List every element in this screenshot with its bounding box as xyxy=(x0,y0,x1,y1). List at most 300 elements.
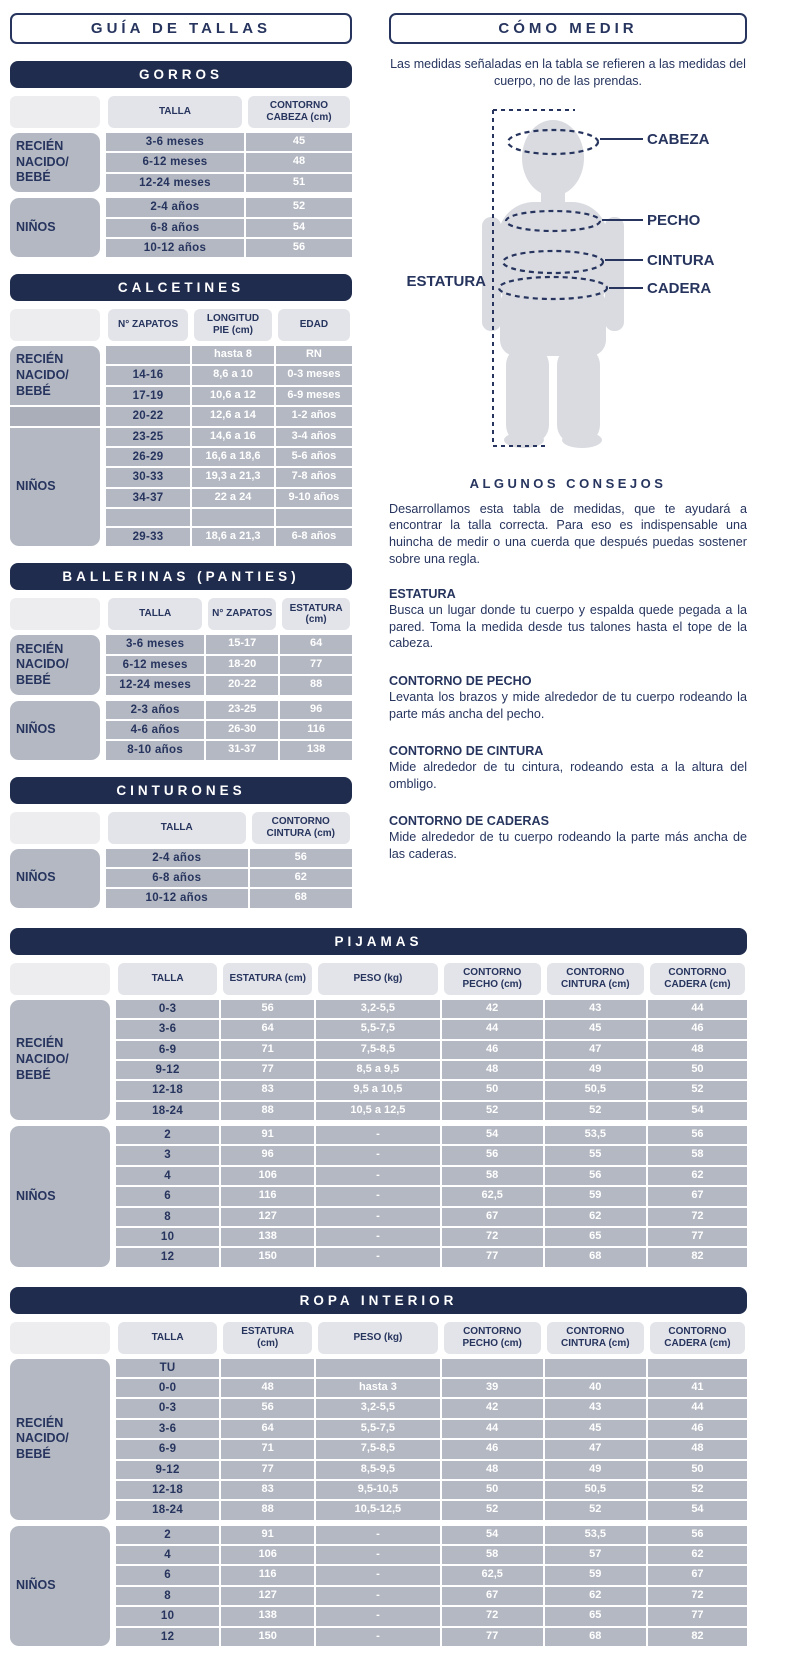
table-cell: 18,6 a 21,3 xyxy=(192,528,274,546)
table-cell: 52 xyxy=(545,1501,646,1519)
table-row xyxy=(106,239,352,257)
table-cell xyxy=(106,346,190,364)
row-group-label: NIÑOS xyxy=(10,1126,110,1267)
table-cell: 3-6 meses xyxy=(106,635,204,653)
column-header: TALLA xyxy=(118,1322,217,1354)
measure-intro-text: Las medidas señaladas en la tabla se refieren a las medidas del cuerpo, no de las prendas. xyxy=(390,57,746,88)
table-cell: - xyxy=(316,1628,439,1646)
column-header: ESTATURA (cm) xyxy=(223,1322,312,1354)
table-cell: 53,5 xyxy=(545,1126,646,1144)
table-row xyxy=(106,741,352,759)
table-cell: 88 xyxy=(221,1102,314,1120)
table-cell: 2 xyxy=(116,1526,219,1544)
tip-title: CONTORNO DE PECHO xyxy=(389,674,532,689)
table-row xyxy=(106,387,352,405)
table-section xyxy=(10,1126,747,1267)
table-row xyxy=(106,366,352,384)
table-header-row xyxy=(10,96,352,128)
how-to-measure-title: CÓMO MEDIR xyxy=(389,13,747,44)
table-header-row xyxy=(10,598,352,630)
table-cell: - xyxy=(316,1228,439,1246)
table-row xyxy=(106,428,352,446)
table-cell: 0-3 xyxy=(116,1000,219,1018)
table-title: BALLERINAS (PANTIES) xyxy=(10,563,352,590)
table-cell: 5,5-7,5 xyxy=(316,1420,439,1438)
table-cell: 68 xyxy=(250,889,352,907)
table-cell: 127 xyxy=(221,1208,314,1226)
table-cell: 0-3 meses xyxy=(276,366,352,384)
corner-cell xyxy=(10,812,100,844)
table-cell: 116 xyxy=(221,1566,314,1584)
table-cell: 6 xyxy=(116,1566,219,1584)
table-row xyxy=(116,1566,747,1584)
table-cell: 16,6 a 18,6 xyxy=(192,448,274,466)
table-cell: 6-9 meses xyxy=(276,387,352,405)
table-cell xyxy=(648,1359,747,1377)
table-cell: 138 xyxy=(221,1228,314,1246)
table-row xyxy=(116,1248,747,1266)
table-row xyxy=(116,1228,747,1246)
section-rows xyxy=(106,428,352,547)
table-cell: 57 xyxy=(545,1546,646,1564)
table-cell: 48 xyxy=(648,1440,747,1458)
section-rows xyxy=(106,198,352,257)
table-section xyxy=(10,1000,747,1120)
table-cell: 48 xyxy=(648,1041,747,1059)
section-rows xyxy=(116,1359,747,1520)
table-cell: 62 xyxy=(648,1167,747,1185)
column-headers xyxy=(106,812,352,844)
table-cell: 43 xyxy=(545,1399,646,1417)
tip-contorno-pecho xyxy=(389,674,747,722)
table-cell: 71 xyxy=(221,1041,314,1059)
table-cell: 56 xyxy=(221,1399,314,1417)
column-headers xyxy=(106,598,352,630)
table-cell: - xyxy=(316,1566,439,1584)
table-cell: 62 xyxy=(545,1208,646,1226)
table-row xyxy=(106,676,352,694)
table-cell: 72 xyxy=(442,1607,543,1625)
table-cell: 5,5-7,5 xyxy=(316,1020,439,1038)
table-cell: 59 xyxy=(545,1187,646,1205)
table-cell: 138 xyxy=(280,741,352,759)
table-cell: 12-18 xyxy=(116,1081,219,1099)
table-cell: 3,2-5,5 xyxy=(316,1000,439,1018)
column-headers xyxy=(106,96,352,128)
table-cell: 6-12 meses xyxy=(106,656,204,674)
table-cell: 43 xyxy=(545,1000,646,1018)
table-cell: 10 xyxy=(116,1607,219,1625)
table-cell: 12,6 a 14 xyxy=(192,407,274,425)
table-row xyxy=(116,1187,747,1205)
table-cell: hasta 8 xyxy=(192,346,274,364)
column-header: CONTORNO CINTURA (cm) xyxy=(252,812,350,844)
table-cell: 83 xyxy=(221,1081,314,1099)
table-cell: 18-24 xyxy=(116,1501,219,1519)
cadera-label: CADERA xyxy=(647,279,712,297)
table-row xyxy=(106,489,352,507)
table-row xyxy=(106,468,352,486)
column-header: EDAD xyxy=(278,309,350,341)
table-cell xyxy=(442,1359,543,1377)
table-cell: 48 xyxy=(221,1379,314,1397)
table-cell: 4 xyxy=(116,1546,219,1564)
table-cell: 72 xyxy=(442,1228,543,1246)
table-cell: 47 xyxy=(545,1041,646,1059)
table-cell: 40 xyxy=(545,1379,646,1397)
table-section xyxy=(10,635,352,694)
table-cell: 46 xyxy=(442,1440,543,1458)
table-cell: - xyxy=(316,1208,439,1226)
table-cell: 53,5 xyxy=(545,1526,646,1544)
column-header: LONGITUD PIE (cm) xyxy=(194,309,272,341)
table-cell: 67 xyxy=(442,1208,543,1226)
cinturones-table xyxy=(10,777,352,908)
table-row xyxy=(116,1420,747,1438)
tip-contorno-cintura xyxy=(389,744,747,792)
table-row xyxy=(116,1359,747,1377)
table-cell: 52 xyxy=(442,1501,543,1519)
tip-contorno-caderas xyxy=(389,814,747,862)
table-cell: 26-29 xyxy=(106,448,190,466)
table-cell: 48 xyxy=(442,1061,543,1079)
table-cell xyxy=(316,1359,439,1377)
table-cell: 12-24 meses xyxy=(106,174,244,192)
table-cell: 42 xyxy=(442,1000,543,1018)
table-cell: 22 a 24 xyxy=(192,489,274,507)
table-cell: 55 xyxy=(545,1146,646,1164)
tip-title: ESTATURA xyxy=(389,587,456,602)
table-row xyxy=(106,721,352,739)
table-cell: 65 xyxy=(545,1607,646,1625)
column-header: TALLA xyxy=(118,963,217,995)
table-row xyxy=(106,346,352,364)
table-cell: - xyxy=(316,1146,439,1164)
table-section xyxy=(10,198,352,257)
table-title: PIJAMAS xyxy=(10,928,747,955)
table-cell: 54 xyxy=(648,1501,747,1519)
section-rows xyxy=(116,1526,747,1646)
table-row xyxy=(116,1399,747,1417)
table-cell: 150 xyxy=(221,1628,314,1646)
section-rows xyxy=(106,701,352,760)
table-cell: 4 xyxy=(116,1167,219,1185)
table-cell xyxy=(221,1359,314,1377)
table-cell: 46 xyxy=(648,1020,747,1038)
table-cell: - xyxy=(316,1526,439,1544)
table-cell: 96 xyxy=(280,701,352,719)
table-cell: 26-30 xyxy=(206,721,278,739)
tip-text: Levanta los brazos y mide alrededor de tu cuerpo rodeando la parte más ancha del pecho. xyxy=(389,690,747,721)
column-headers xyxy=(116,963,747,995)
table-cell: 9-10 años xyxy=(276,489,352,507)
table-cell: 83 xyxy=(221,1481,314,1499)
table-section xyxy=(10,1526,747,1646)
table-cell: 10-12 años xyxy=(106,889,248,907)
row-group-label: RECIÉN NACIDO/ BEBÉ xyxy=(10,1359,110,1520)
table-cell: 10,5-12,5 xyxy=(316,1501,439,1519)
table-row xyxy=(116,1146,747,1164)
table-cell: - xyxy=(316,1126,439,1144)
table-cell: 8,6 a 10 xyxy=(192,366,274,384)
table-cell: - xyxy=(316,1167,439,1185)
table-row xyxy=(106,174,352,192)
table-row xyxy=(116,1208,747,1226)
corner-cell xyxy=(10,96,100,128)
table-cell: 18-20 xyxy=(206,656,278,674)
table-cell: 6-12 meses xyxy=(106,153,244,171)
table-cell: 44 xyxy=(442,1020,543,1038)
table-cell: 10,5 a 12,5 xyxy=(316,1102,439,1120)
corner-cell xyxy=(10,309,100,341)
tip-text: Mide alrededor de tu cintura, rodeando esta a la altura del ombligo. xyxy=(389,760,747,791)
table-cell: 65 xyxy=(545,1228,646,1246)
column-headers xyxy=(116,1322,747,1354)
column-header: PESO (kg) xyxy=(318,963,437,995)
table-cell: 52 xyxy=(246,198,352,216)
column-header: TALLA xyxy=(108,598,202,630)
table-cell: - xyxy=(316,1607,439,1625)
table-cell: 34-37 xyxy=(106,489,190,507)
tips-intro-text: Desarrollamos esta tabla de medidas, que te ayudará a encontrar la talla correcta. Para eso es indispensable una huincha de medir o una cuerda que después puedas sostener sobre una regla. xyxy=(389,501,747,566)
column-header: CONTORNO CABEZA (cm) xyxy=(248,96,350,128)
table-row xyxy=(106,153,352,171)
table-cell: 116 xyxy=(280,721,352,739)
table-cell: 56 xyxy=(648,1126,747,1144)
table-cell: 50 xyxy=(442,1481,543,1499)
table-cell: 58 xyxy=(648,1146,747,1164)
table-cell: 52 xyxy=(648,1481,747,1499)
cintura-label: CINTURA xyxy=(647,251,715,269)
table-cell: 3-6 meses xyxy=(106,133,244,151)
table-cell: 54 xyxy=(442,1126,543,1144)
table-cell: 6-8 años xyxy=(106,869,248,887)
table-cell: 71 xyxy=(221,1440,314,1458)
table-cell: 6-8 años xyxy=(276,528,352,546)
cabeza-label: CABEZA xyxy=(647,130,710,148)
table-cell xyxy=(276,509,352,526)
gorros-table xyxy=(10,61,352,257)
table-cell: 116 xyxy=(221,1187,314,1205)
table-cell: 48 xyxy=(246,153,352,171)
table-cell: 19,3 a 21,3 xyxy=(192,468,274,486)
table-cell xyxy=(545,1359,646,1377)
pecho-label: PECHO xyxy=(647,211,701,229)
table-cell: 77 xyxy=(648,1607,747,1625)
column-header: CONTORNO CADERA (cm) xyxy=(650,963,745,995)
table-cell: 30-33 xyxy=(106,468,190,486)
table-cell: 48 xyxy=(442,1461,543,1479)
table-cell: 67 xyxy=(442,1587,543,1605)
table-row xyxy=(116,1000,747,1018)
table-cell: 3,2-5,5 xyxy=(316,1399,439,1417)
table-cell: 8-10 años xyxy=(106,741,204,759)
tip-text: Mide alrededor de tu cuerpo rodeando la parte más ancha de las caderas. xyxy=(389,830,747,862)
table-cell: 68 xyxy=(545,1248,646,1266)
table-row xyxy=(116,1126,747,1144)
table-cell: 10 xyxy=(116,1228,219,1246)
table-cell: 5-6 años xyxy=(276,448,352,466)
table-cell: 23-25 xyxy=(106,428,190,446)
table-row xyxy=(106,701,352,719)
table-cell: 9,5 a 10,5 xyxy=(316,1081,439,1099)
table-row xyxy=(116,1546,747,1564)
table-cell: 2-3 años xyxy=(106,701,204,719)
table-row xyxy=(106,133,352,151)
table-cell: 0-0 xyxy=(116,1379,219,1397)
column-header: CONTORNO CINTURA (cm) xyxy=(547,963,644,995)
table-cell: 62,5 xyxy=(442,1566,543,1584)
table-cell: 88 xyxy=(280,676,352,694)
table-header-row xyxy=(10,963,747,995)
table-row xyxy=(106,656,352,674)
table-cell: 91 xyxy=(221,1126,314,1144)
table-row xyxy=(116,1526,747,1544)
table-cell: 39 xyxy=(442,1379,543,1397)
table-header-row xyxy=(10,812,352,844)
table-cell: 72 xyxy=(648,1208,747,1226)
table-cell: 54 xyxy=(442,1526,543,1544)
table-cell: - xyxy=(316,1546,439,1564)
table-cell: 3-6 xyxy=(116,1420,219,1438)
table-cell: - xyxy=(316,1187,439,1205)
table-cell: 50 xyxy=(648,1061,747,1079)
table-cell: 29-33 xyxy=(106,528,190,546)
row-group-label: NIÑOS xyxy=(10,849,100,908)
table-row xyxy=(116,1587,747,1605)
table-cell: 1-2 años xyxy=(276,407,352,425)
section-rows xyxy=(106,346,352,405)
table-cell: 49 xyxy=(545,1461,646,1479)
column-header: CONTORNO PECHO (cm) xyxy=(444,1322,541,1354)
column-header: ESTATURA (cm) xyxy=(282,598,350,630)
table-cell: 50,5 xyxy=(545,1481,646,1499)
column-header: CONTORNO CADERA (cm) xyxy=(650,1322,745,1354)
table-cell: 77 xyxy=(280,656,352,674)
table-cell: 56 xyxy=(250,849,352,867)
table-cell: 50 xyxy=(648,1461,747,1479)
table-section xyxy=(10,701,352,760)
page-title: GUÍA DE TALLAS xyxy=(10,13,352,44)
table-cell: 42 xyxy=(442,1399,543,1417)
table-cell: 58 xyxy=(442,1167,543,1185)
table-title: CALCETINES xyxy=(10,274,352,301)
table-row xyxy=(116,1440,747,1458)
table-row xyxy=(106,219,352,237)
table-cell: 10-12 años xyxy=(106,239,244,257)
table-cell: 47 xyxy=(545,1440,646,1458)
table-cell: 68 xyxy=(545,1628,646,1646)
tip-estatura xyxy=(389,587,747,652)
calcetines-table xyxy=(10,274,352,546)
table-cell: 45 xyxy=(545,1020,646,1038)
section-rows xyxy=(106,635,352,694)
body-measure-diagram xyxy=(389,96,747,468)
table-cell: 77 xyxy=(442,1248,543,1266)
table-row xyxy=(106,407,352,425)
table-section xyxy=(10,133,352,192)
table-cell: 50 xyxy=(442,1081,543,1099)
row-group-label: RECIÉN NACIDO/ BEBÉ xyxy=(10,635,100,694)
table-row xyxy=(116,1628,747,1646)
section-rows xyxy=(106,849,352,908)
estatura-label: ESTATURA xyxy=(406,272,486,290)
table-cell: 77 xyxy=(221,1461,314,1479)
table-title: GORROS xyxy=(10,61,352,88)
table-cell: 8 xyxy=(116,1587,219,1605)
column-header: CONTORNO CINTURA (cm) xyxy=(547,1322,644,1354)
table-section xyxy=(10,849,352,908)
table-cell: 3-4 años xyxy=(276,428,352,446)
table-cell: 67 xyxy=(648,1187,747,1205)
table-cell: 88 xyxy=(221,1501,314,1519)
table-cell: 77 xyxy=(442,1628,543,1646)
column-header: N° ZAPATOS xyxy=(108,309,188,341)
table-cell: 91 xyxy=(221,1526,314,1544)
table-cell: 96 xyxy=(221,1146,314,1164)
row-group-label: RECIÉN NACIDO/ BEBÉ xyxy=(10,346,100,405)
table-row xyxy=(116,1061,747,1079)
table-row xyxy=(106,635,352,653)
column-header: ESTATURA (cm) xyxy=(223,963,312,995)
table-cell: 49 xyxy=(545,1061,646,1079)
table-row xyxy=(116,1461,747,1479)
table-cell: 106 xyxy=(221,1167,314,1185)
table-row xyxy=(116,1102,747,1120)
table-cell: 41 xyxy=(648,1379,747,1397)
table-cell: TU xyxy=(116,1359,219,1377)
table-row xyxy=(106,849,352,867)
table-cell: 8 xyxy=(116,1208,219,1226)
table-cell: 64 xyxy=(221,1420,314,1438)
row-group-label: NIÑOS xyxy=(10,701,100,760)
table-cell: 15-17 xyxy=(206,635,278,653)
table-cell: - xyxy=(316,1587,439,1605)
table-cell: 127 xyxy=(221,1587,314,1605)
table-cell: 8,5-9,5 xyxy=(316,1461,439,1479)
table-cell: 56 xyxy=(246,239,352,257)
table-cell: 56 xyxy=(442,1146,543,1164)
table-cell: 62 xyxy=(250,869,352,887)
table-cell: 46 xyxy=(442,1041,543,1059)
table-cell: 7,5-8,5 xyxy=(316,1041,439,1059)
table-cell: 82 xyxy=(648,1628,747,1646)
table-cell: 56 xyxy=(648,1526,747,1544)
table-cell: 52 xyxy=(442,1102,543,1120)
table-cell: 106 xyxy=(221,1546,314,1564)
table-cell: 150 xyxy=(221,1248,314,1266)
table-cell: 6-8 años xyxy=(106,219,244,237)
table-cell: - xyxy=(316,1248,439,1266)
corner-cell xyxy=(10,1322,110,1354)
table-cell: 4-6 años xyxy=(106,721,204,739)
table-row xyxy=(116,1481,747,1499)
table-cell: 12-24 meses xyxy=(106,676,204,694)
row-group-label xyxy=(10,407,100,425)
pijamas-table xyxy=(10,928,747,1267)
table-section xyxy=(10,346,352,405)
table-cell: 8,5 a 9,5 xyxy=(316,1061,439,1079)
table-header-row xyxy=(10,309,352,341)
table-cell: 77 xyxy=(221,1061,314,1079)
section-rows xyxy=(106,133,352,192)
table-row xyxy=(116,1020,747,1038)
table-cell: 77 xyxy=(648,1228,747,1246)
table-cell xyxy=(192,509,274,526)
table-row xyxy=(106,528,352,546)
row-group-label: NIÑOS xyxy=(10,1526,110,1646)
table-cell: 9,5-10,5 xyxy=(316,1481,439,1499)
